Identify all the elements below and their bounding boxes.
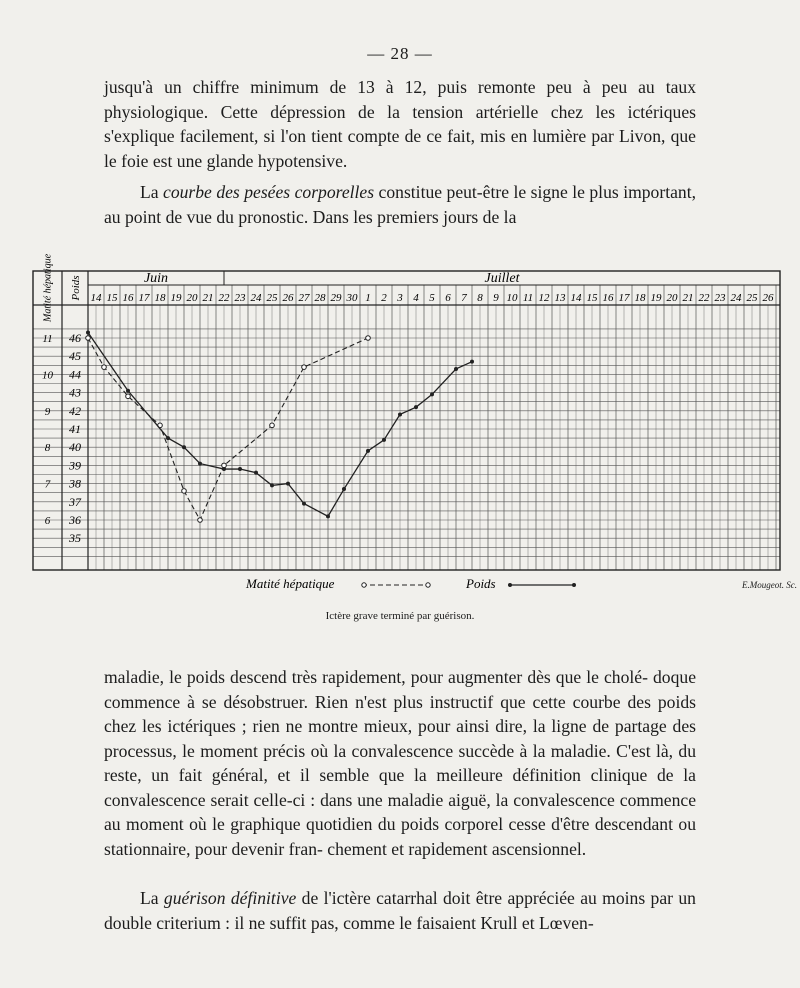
day-tick-label: 18 — [634, 292, 646, 304]
legend-label-poids: Poids — [466, 576, 496, 591]
poids-point — [470, 360, 474, 364]
poids-tick-label: 40 — [69, 440, 81, 455]
poids-point — [238, 467, 242, 471]
poids-point — [414, 405, 418, 409]
day-tick-label: 7 — [461, 292, 467, 304]
day-tick-label: 21 — [202, 292, 214, 304]
poids-point — [326, 514, 330, 518]
poids-tick-label: 42 — [69, 403, 81, 418]
poids-point — [126, 389, 130, 393]
matite-point — [198, 518, 203, 523]
day-tick-label: 28 — [314, 292, 326, 304]
day-tick-label: 23 — [714, 292, 726, 304]
legend-label-matite: Matité hépatique — [246, 576, 335, 591]
poids-point — [222, 467, 226, 471]
poids-tick-label: 37 — [69, 494, 81, 509]
poids-point — [342, 487, 346, 491]
legend-marker-poids — [508, 583, 512, 587]
matite-point — [270, 423, 275, 428]
day-tick-label: 5 — [429, 292, 435, 304]
engraver-signature: E.Mougeot. Sc. — [742, 580, 797, 590]
matite-tick-label: 6 — [44, 515, 51, 527]
matite-point — [86, 336, 91, 341]
month-label: Juillet — [484, 271, 520, 286]
day-tick-label: 24 — [730, 292, 742, 304]
matite-tick-label: 8 — [44, 442, 51, 455]
day-tick-label: 21 — [682, 292, 694, 304]
day-tick-label: 17 — [618, 292, 630, 304]
poids-tick-label: 38 — [69, 476, 81, 491]
poids-tick-label: 44 — [69, 367, 81, 382]
matite-tick-label: 10 — [42, 369, 53, 382]
axis-label-matite: Matité hépatique — [42, 253, 54, 323]
poids-point — [254, 471, 258, 475]
day-tick-label: 25 — [266, 292, 278, 304]
poids-point — [198, 462, 202, 466]
matite-tick-label: 9 — [44, 405, 51, 418]
day-tick-label: 14 — [90, 292, 102, 304]
day-tick-label: 16 — [602, 292, 614, 304]
poids-point — [182, 445, 186, 449]
day-tick-label: 2 — [381, 292, 387, 304]
matite-point — [302, 365, 307, 370]
poids-point — [166, 436, 170, 440]
day-tick-label: 23 — [234, 292, 246, 304]
day-tick-label: 20 — [186, 292, 198, 304]
page-number: — 28 — — [367, 44, 433, 63]
matite-tick-label: 11 — [42, 333, 53, 345]
day-tick-label: 27 — [298, 292, 310, 304]
poids-tick-label: 35 — [69, 531, 81, 546]
poids-point — [454, 367, 458, 371]
poids-point — [382, 438, 386, 442]
matite-tick-label: 7 — [44, 478, 51, 491]
poids-point — [398, 412, 402, 416]
day-tick-label: 26 — [282, 292, 294, 304]
poids-point — [302, 502, 306, 506]
poids-tick-label: 39 — [69, 458, 81, 473]
day-tick-label: 11 — [522, 292, 534, 304]
matite-point — [182, 489, 187, 494]
day-tick-label: 29 — [330, 292, 342, 304]
matite-point — [126, 394, 131, 399]
paragraph-3: maladie, le poids descend très rapidement, pour augmenter dès que le cholé- doque commence à se désobstruer. Rien n'est plus instructif que cette courbe des poids chez les ictériques ; rien ne montre mieux, pour ainsi dire, la ligne de partage des processus, le moment précis où la convalescence succède à la maladie. C'est là, du reste, un fait général, et il semble que la meilleure définition clinique de la convalescence serait celle-ci : dans une maladie aiguë, la convalescence commence au moment où le graphique quotidien du poids corporel cesse d'être descendant ou stationnaire, pour devenir fran- chement et rapidement ascensionnel. — [104, 667, 696, 859]
day-tick-label: 20 — [666, 292, 678, 304]
poids-point — [286, 482, 290, 486]
poids-tick-label: 45 — [69, 349, 81, 364]
legend-marker-matite — [426, 583, 430, 587]
poids-point — [270, 483, 274, 487]
poids-point — [430, 392, 434, 396]
matite-point — [102, 365, 107, 370]
day-tick-label: 18 — [154, 292, 166, 304]
day-tick-label: 3 — [397, 292, 403, 304]
day-tick-label: 15 — [106, 292, 118, 304]
day-tick-label: 24 — [250, 292, 262, 304]
legend-marker-matite — [362, 583, 366, 587]
matite-point — [366, 336, 371, 341]
day-tick-label: 15 — [586, 292, 598, 304]
poids-tick-label: 46 — [69, 331, 81, 345]
day-tick-label: 9 — [493, 292, 499, 304]
day-tick-label: 25 — [746, 292, 758, 304]
month-label: Juin — [143, 271, 169, 286]
day-tick-label: 30 — [346, 292, 358, 304]
chart-frame — [33, 271, 780, 570]
figure-caption: Ictère grave terminé par guérison. — [325, 610, 475, 622]
day-tick-label: 12 — [538, 292, 550, 304]
day-tick-label: 22 — [698, 292, 710, 304]
day-tick-label: 17 — [138, 292, 150, 304]
day-tick-label: 6 — [445, 292, 451, 304]
day-tick-label: 8 — [477, 292, 483, 304]
day-tick-label: 14 — [570, 292, 582, 304]
day-tick-label: 19 — [170, 292, 182, 304]
paragraph-4: La guérison définitive de l'ictère catarrhal doit être appréciée au moins par un double criterium : il ne suffit pas, comme le faisaient Krull et Lœven- — [104, 888, 696, 933]
day-tick-label: 26 — [762, 292, 774, 304]
legend-marker-poids — [572, 583, 576, 587]
day-tick-label: 22 — [218, 292, 230, 304]
day-tick-label: 4 — [413, 292, 419, 304]
poids-tick-label: 41 — [69, 422, 81, 436]
paragraph-1: jusqu'à un chiffre minimum de 13 à 12, puis remonte peu à peu au taux physiologique. Cette dépression de la tension artérielle chez les ictériques s'explique facilement, si l'on tient compte de ce fait, mis en lumière par Livon, que le foie est une glande hypotensive. — [104, 77, 696, 171]
poids-tick-label: 43 — [69, 385, 81, 400]
poids-point — [86, 331, 90, 335]
poids-tick-label: 36 — [69, 513, 81, 527]
day-tick-label: 10 — [506, 292, 518, 304]
poids-point — [366, 449, 370, 453]
paragraph-2: La courbe des pesées corporelles constitue peut-être le signe le plus important, au point de vue du pronostic. Dans les premiers jours de la — [104, 182, 696, 227]
day-tick-label: 1 — [365, 292, 371, 304]
day-tick-label: 13 — [554, 292, 566, 304]
day-tick-label: 19 — [650, 292, 662, 304]
day-tick-label: 16 — [122, 292, 134, 304]
axis-label-poids: Poids — [70, 275, 82, 301]
matite-point — [222, 463, 227, 468]
